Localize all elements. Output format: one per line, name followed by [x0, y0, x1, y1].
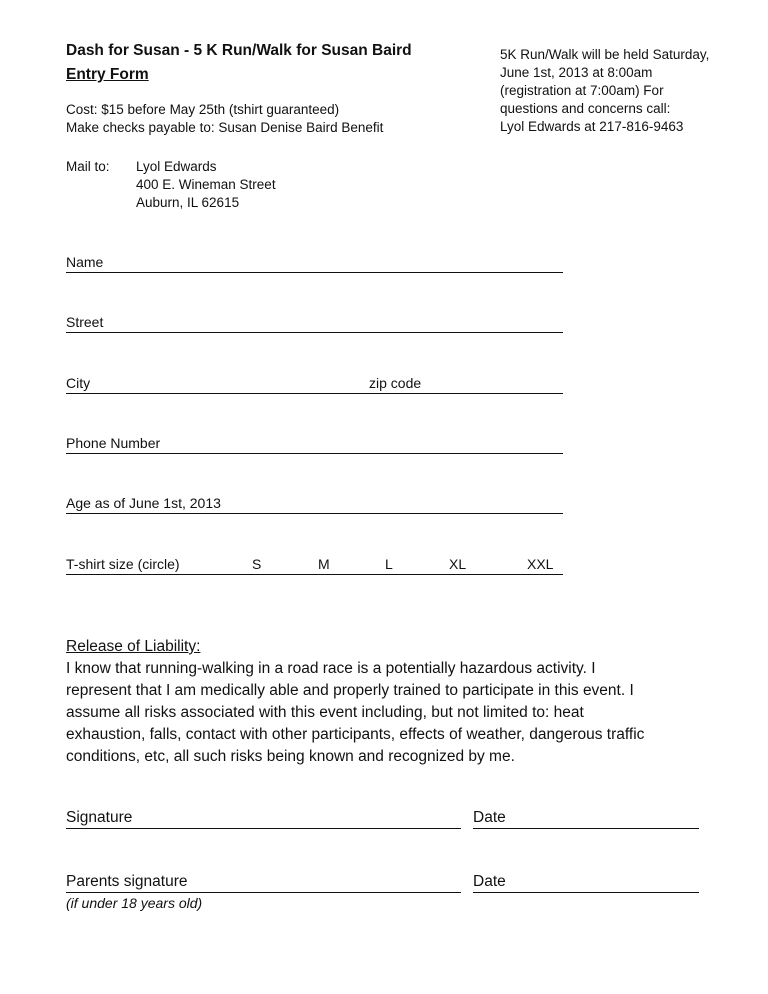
mail-street: 400 E. Wineman Street — [136, 177, 276, 192]
size-option-xl[interactable]: XL — [449, 556, 467, 572]
signature-label: Signature — [66, 809, 133, 826]
event-info-line: Lyol Edwards at 217-816-9463 — [500, 119, 684, 134]
mail-label: Mail to: — [66, 159, 110, 174]
size-option-m[interactable]: M — [318, 556, 330, 572]
phone-field[interactable] — [66, 433, 563, 454]
payable-line: Make checks payable to: Susan Denise Baird Benefit — [66, 120, 384, 135]
release-line: represent that I am medically able and properly trained to participate in this event. I — [66, 682, 634, 699]
release-line: I know that running-walking in a road race is a potentially hazardous activity. I — [66, 660, 596, 677]
phone-label: Phone Number — [66, 435, 161, 451]
release-line: exhaustion, falls, contact with other participants, effects of weather, dangerous traffic — [66, 726, 645, 743]
signature-date-field[interactable] — [473, 808, 699, 829]
cost-line: Cost: $15 before May 25th (tshirt guaranteed) — [66, 102, 340, 117]
age-field[interactable] — [66, 493, 563, 514]
size-option-xxl[interactable]: XXL — [527, 556, 554, 572]
tshirt-label: T-shirt size (circle) — [66, 556, 180, 572]
release-line: assume all risks associated with this event including, but not limited to: heat — [66, 704, 584, 721]
release-line: conditions, etc, all such risks being known and recognized by me. — [66, 748, 515, 765]
parents-date-label: Date — [473, 873, 506, 890]
signature-field[interactable] — [66, 808, 461, 829]
mail-address — [136, 158, 276, 212]
street-label: Street — [66, 314, 104, 330]
under-18-note: (if under 18 years old) — [66, 895, 203, 911]
event-info-line: 5K Run/Walk will be held Saturday, — [500, 47, 710, 62]
parents-signature-label: Parents signature — [66, 873, 188, 890]
zip-label: zip code — [369, 375, 422, 391]
release-title: Release of Liability: — [66, 638, 201, 655]
tshirt-size-field — [66, 554, 563, 575]
signature-date-label: Date — [473, 809, 506, 826]
city-zip-field[interactable] — [66, 373, 563, 394]
size-option-l[interactable]: L — [385, 556, 393, 572]
size-option-s[interactable]: S — [252, 556, 262, 572]
event-info — [500, 46, 750, 136]
mail-city: Auburn, IL 62615 — [136, 195, 240, 210]
parents-date-field[interactable] — [473, 872, 699, 893]
event-info-line: (registration at 7:00am) For — [500, 83, 664, 98]
release-text — [66, 658, 736, 768]
cost-info — [66, 101, 383, 137]
event-info-line: June 1st, 2013 at 8:00am — [500, 65, 653, 80]
city-label: City — [66, 375, 91, 391]
event-info-line: questions and concerns call: — [500, 101, 671, 116]
form-title: Dash for Susan - 5 K Run/Walk for Susan Baird — [66, 42, 412, 59]
mail-name: Lyol Edwards — [136, 159, 217, 174]
age-label: Age as of June 1st, 2013 — [66, 495, 221, 511]
street-field[interactable] — [66, 312, 563, 333]
name-field[interactable] — [66, 252, 563, 273]
parents-signature-field[interactable] — [66, 872, 461, 893]
form-subtitle: Entry Form — [66, 66, 149, 83]
name-label: Name — [66, 254, 104, 270]
